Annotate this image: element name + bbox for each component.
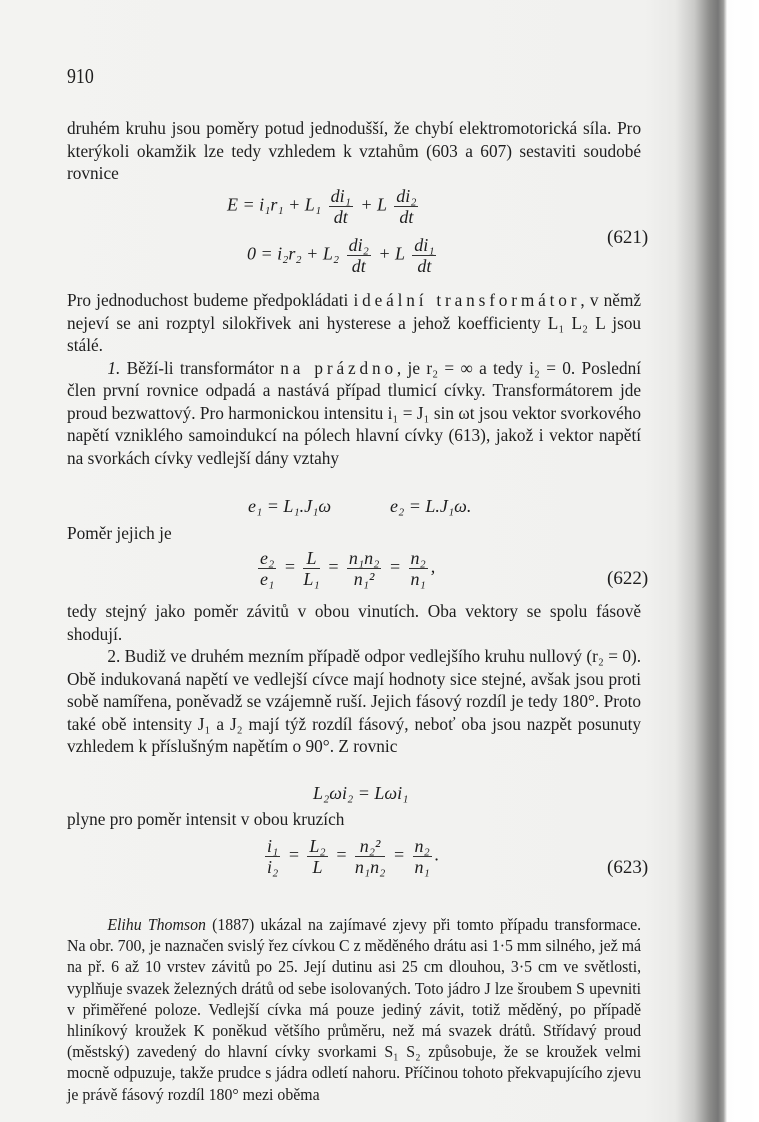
emphasized-term: na prázdno	[280, 357, 397, 378]
fraction	[265, 836, 280, 877]
denominator: n₁	[414, 857, 430, 877]
fraction	[329, 186, 353, 227]
equation-number-621: (621)	[607, 227, 649, 248]
fraction	[303, 548, 319, 589]
equation-e1: e₁ = L₁.J₁ω	[248, 496, 332, 516]
fraction	[413, 836, 432, 877]
numerator: di₁	[330, 186, 351, 206]
denominator: dt	[417, 256, 432, 276]
fraction	[347, 235, 371, 276]
paragraph-ratio	[67, 808, 641, 831]
eq-term: + L	[378, 243, 405, 264]
equation-621-line1	[227, 186, 421, 227]
numerator: di₁	[414, 235, 435, 255]
numerator: n₂²	[355, 836, 386, 857]
page-number: 910	[67, 64, 94, 88]
paragraph-text: druhém kruhu jsou poměry potud jednodušší, že chybí elektromotorická síla. Pro kterýkoli okamžik lze tedy vzhledem k vztahům (603 a 607) sestaviti soudobé rovnice	[67, 118, 642, 183]
denominator: L₁	[303, 569, 320, 589]
text-run: plyne pro poměr intensit v obou kruzích	[67, 809, 345, 829]
case-number: 1.	[107, 357, 121, 378]
numerator: n₂	[414, 836, 430, 856]
numerator: di₂	[348, 235, 369, 255]
equation-622: $\frac{\text{e₂}}{\text{e₁}}$ = $\frac{L}{\text{L₁}}$ = $\frac{\text{n₁n₂}}{\text{n₁²}}$ = $\frac{\text{n₂}}{\text{n₁}}$ ,	[260, 548, 436, 589]
equation-623: $\frac{\text{i₁}}{\text{i₂}}$ = $\frac{\text{L₂}}{L}$ = $\frac{\text{n₂²}}{\text{n₁n₂}}$ = $\frac{\text{n₂}}{\text{n₁}}$ .	[267, 836, 440, 877]
fraction	[394, 186, 418, 227]
fraction	[355, 836, 386, 877]
equation-l: L₂ωi₂ = Lωi₁	[313, 783, 409, 803]
eq-term: 0 = i₂r₂ + L₂	[247, 243, 340, 264]
text-run: Pro jednoduchost budeme předpokládati	[67, 290, 354, 310]
denominator: n₁n₂	[354, 857, 386, 877]
text-run: tedy stejný jako poměr závitů v obou vinutích. Oba vektory se spolu fásově shodují.	[67, 601, 642, 644]
text-run: , je r₂ = ∞ a tedy i₂ = 0. Poslední člen první rovnice odpadá a nastává případ tlumicí cívky. Transformátorem jde proud bezwattový. Pro harmonickou intensitu i₁ = J₁ sin ωt jsou vektor svorkového napětí vzniklého samoindukcí na pólech hlavní cívky (613), jakož i vektor napětí na svorkách cívky vedlejší dány vztahy	[67, 357, 642, 468]
case-number: 2.	[107, 646, 121, 666]
denominator: i₂	[267, 857, 279, 877]
paragraph-intro	[67, 117, 641, 185]
numerator: e₂	[260, 548, 275, 568]
eq-term: + L	[360, 194, 387, 215]
denominator: e₁	[260, 569, 275, 589]
numerator: n₂	[410, 548, 426, 568]
denominator: n₁²	[353, 569, 375, 589]
fraction	[347, 548, 382, 589]
fraction	[307, 836, 327, 877]
numerator: i₁	[267, 836, 279, 856]
paragraph-ideal-transformer	[67, 289, 641, 469]
equation-e2: e₂ = L.J₁ω.	[390, 496, 472, 516]
emphasized-term: ideální transformátor	[353, 290, 581, 310]
numerator: n₁n₂	[348, 548, 380, 568]
fraction	[258, 548, 276, 589]
equation-number-622: (622)	[607, 568, 649, 589]
eq-term: E = i₁r₁ + L₁	[227, 194, 322, 215]
fraction	[412, 235, 436, 276]
denominator: dt	[333, 207, 348, 227]
denominator: L	[312, 857, 323, 877]
text-run: Běží-li transformátor	[120, 357, 281, 378]
paragraph-case-2	[67, 600, 641, 758]
denominator: n₁	[410, 569, 426, 589]
text-run: (1887) ukázal na zajímavé zjevy při tomto případu transformace. Na obr. 700, je naznačen svislý řez cívkou C z měděného drátu asi 1·5 mm silného, jež má na př. 6 až 10 vrstev závitů po 25. Její dutinu asi 25 cm dlouhou, 3·5 cm ve světlosti, vyplňuje svazek železných drátů od sebe isolovaných. Toto jádro J lze šroubem S upevniti v přiměřené poloze. Vedlejší cívka má pouze jediný závit, totiž měděný, po případě hliníkový kroužek K poněkud většího průměru, než má svazek drátů. Střídavý proud (městský) zavedený do hlavní cívky svorkami S₁ S₂ způsobuje, že se kroužek velmi mocně odpuzuje, takže prudce s jádra odletí nahoru. Příčinou tohoto překvapujícího zjevu je právě fásový rozdíl 180° mezi oběma	[67, 915, 642, 1104]
paragraph-thomson	[67, 914, 641, 1105]
equation-621-line2	[247, 235, 439, 276]
author-name: Elihu Thomson	[107, 915, 206, 934]
fraction	[409, 548, 428, 589]
numerator: di₂	[396, 186, 417, 206]
text-run: Poměr jejich je	[67, 523, 172, 543]
numerator: L₂	[309, 836, 326, 856]
equation-number-623: (623)	[607, 857, 649, 878]
denominator: dt	[351, 256, 366, 276]
numerator: L	[303, 548, 319, 569]
text-run: Budiž ve druhém mezním případě odpor vedlejšího kruhu nullový (r₂ = 0). Obě indukovaná napětí ve vedlejší cívce mají hodnoty sice stejné, avšak jsou proti sobě namířena, poněvadž se vzájemně ruší. Jejich fásový rozdíl je tedy 180°. Proto také obě intensity J₁ a J₂ mají týž rozdíl fásový, neboť oba jsou nazpět posunuty vzhledem k příslušným napětím o 90°. Z rovnic	[67, 646, 642, 756]
denominator: dt	[399, 207, 414, 227]
text-run: , v němž nejeví se ani rozptyl silokřivek ani hysterese a jehož koefficienty L₁ L₂ L jsou stálé.	[67, 290, 642, 355]
ratio-label	[67, 522, 641, 545]
